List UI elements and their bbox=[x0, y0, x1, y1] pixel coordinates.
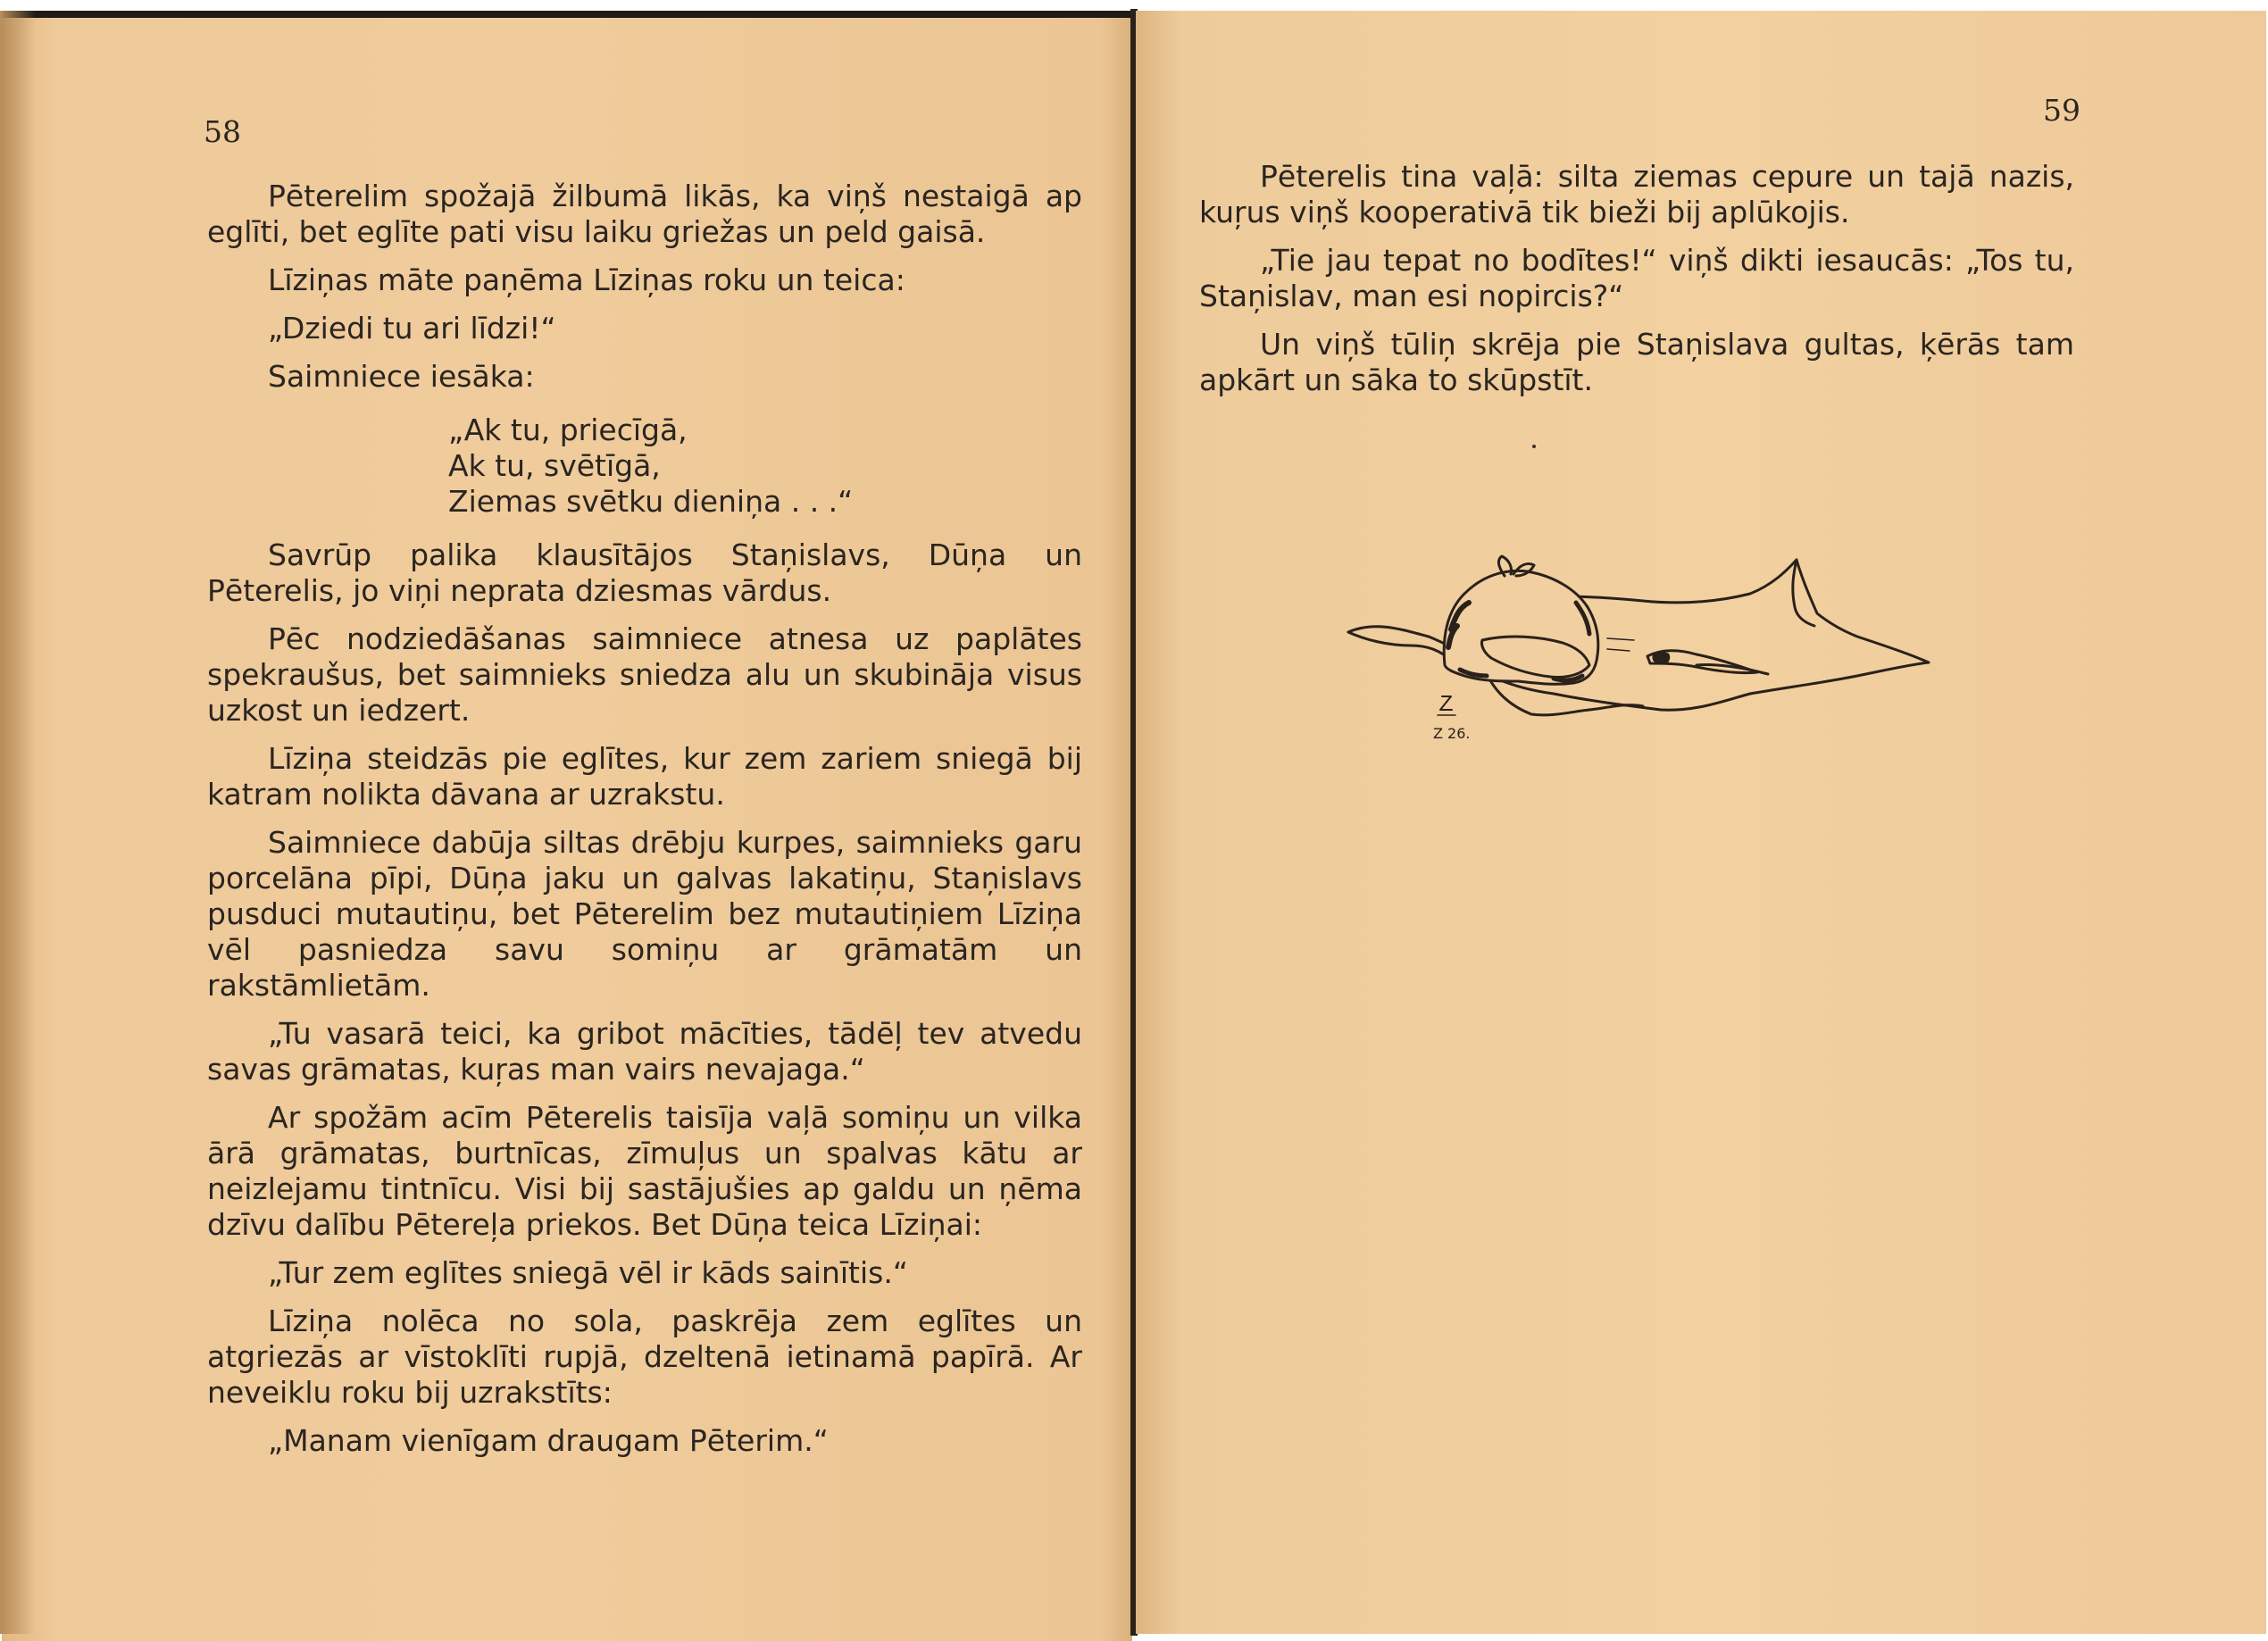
left-page-text bbox=[207, 179, 1082, 1471]
hat-and-knife-illustration bbox=[1339, 540, 1947, 754]
paragraph: Pēc nodziedāšanas saimniece atnesa uz paplātes spekraušus, bet saimnieks sniedza alu un skubināja visus uzkost un iedzert. bbox=[207, 621, 1082, 728]
paragraph: Pēterelis tina vaļā: silta ziemas cepure un tajā nazis, kuŗus viņš kooperativā tik bieži bij aplūkojis. bbox=[1199, 159, 2074, 229]
illustration-signature: Z 26. bbox=[1433, 725, 1471, 742]
paragraph: Saimniece dabūja siltas drēbju kurpes, saimnieks garu porcelāna pīpi, Dūņa jaku un galvas lakatiņu, Staņislavs pusduci mutautiņu, bet Pēterelim bez mutautiņiem Līziņa vēl pasniedza savu somiņu ar grāmatām un rakstāmlietām. bbox=[207, 825, 1082, 1003]
paragraph: Savrūp palika klausītājos Staņislavs, Dūņa un Pēterelis, jo viņi neprata dziesmas vārdus. bbox=[207, 537, 1082, 608]
paragraph: „Tu vasarā teici, ka gribot mācīties, tādēļ tev atvedu savas grāmatas, kuŗas man vairs nevajaga.“ bbox=[207, 1016, 1082, 1087]
paragraph: „Dziedi tu ari līdzi!“ bbox=[268, 311, 556, 346]
left-page-number: 58 bbox=[204, 114, 241, 149]
paragraph: „Manam vienīgam draugam Pēterim.“ bbox=[268, 1423, 829, 1458]
paragraph: „Tur zem eglītes sniegā vēl ir kāds sainītis.“ bbox=[268, 1255, 908, 1290]
paragraph: Ar spožām acīm Pēterelis taisīja vaļā somiņu un vilka ārā grāmatas, burtnīcas, zīmuļus un spalvas kātu ar neizlejamu tintnīcu. Visi bij sastājušies ap galdu un ņēma dzīvu dalību Pētereļa priekos. Bet Dūņa teica Līziņai: bbox=[207, 1100, 1082, 1242]
right-page-text bbox=[1199, 159, 2074, 411]
paragraph: Līziņa nolēca no sola, paskrēja zem eglītes un atgriezās ar vīstoklīti rupjā, dzeltenā ietinamā papīrā. Ar neveiklu roku bij uzrakstīts: bbox=[207, 1304, 1082, 1410]
paragraph: Pēterelim spožajā žilbumā likās, ka viņš nestaigā ap eglīti, bet eglīte pati visu laiku griežas un peld gaisā. bbox=[207, 179, 1082, 249]
paragraph: Līziņa steidzās pie eglītes, kur zem zariem sniegā bij katram nolikta dāvana ar uzrakstu. bbox=[207, 741, 1082, 812]
song-verse bbox=[448, 412, 1082, 520]
right-page-number: 59 bbox=[2043, 93, 2080, 128]
paragraph: Līziņas māte paņēma Līziņas roku un teica: bbox=[268, 262, 905, 297]
verse-line: Ak tu, svētīgā, bbox=[448, 448, 661, 483]
verse-line: Ziemas svētku dieniņa . . .“ bbox=[448, 484, 854, 519]
paragraph: Un viņš tūliņ skrēja pie Staņislava gultas, ķērās tam apkārt un sāka to skūpstīt. bbox=[1199, 327, 2074, 397]
verse-line: „Ak tu, priecīgā, bbox=[448, 412, 688, 447]
paragraph: Saimniece iesāka: bbox=[268, 359, 535, 394]
paper-speck bbox=[1532, 445, 1536, 448]
left-binding-shadow bbox=[0, 11, 36, 1634]
paragraph: „Tie jau tepat no bodītes!“ viņš dikti iesaucās: „Tos tu, Staņislav, man esi nopircis?“ bbox=[1199, 243, 2074, 313]
